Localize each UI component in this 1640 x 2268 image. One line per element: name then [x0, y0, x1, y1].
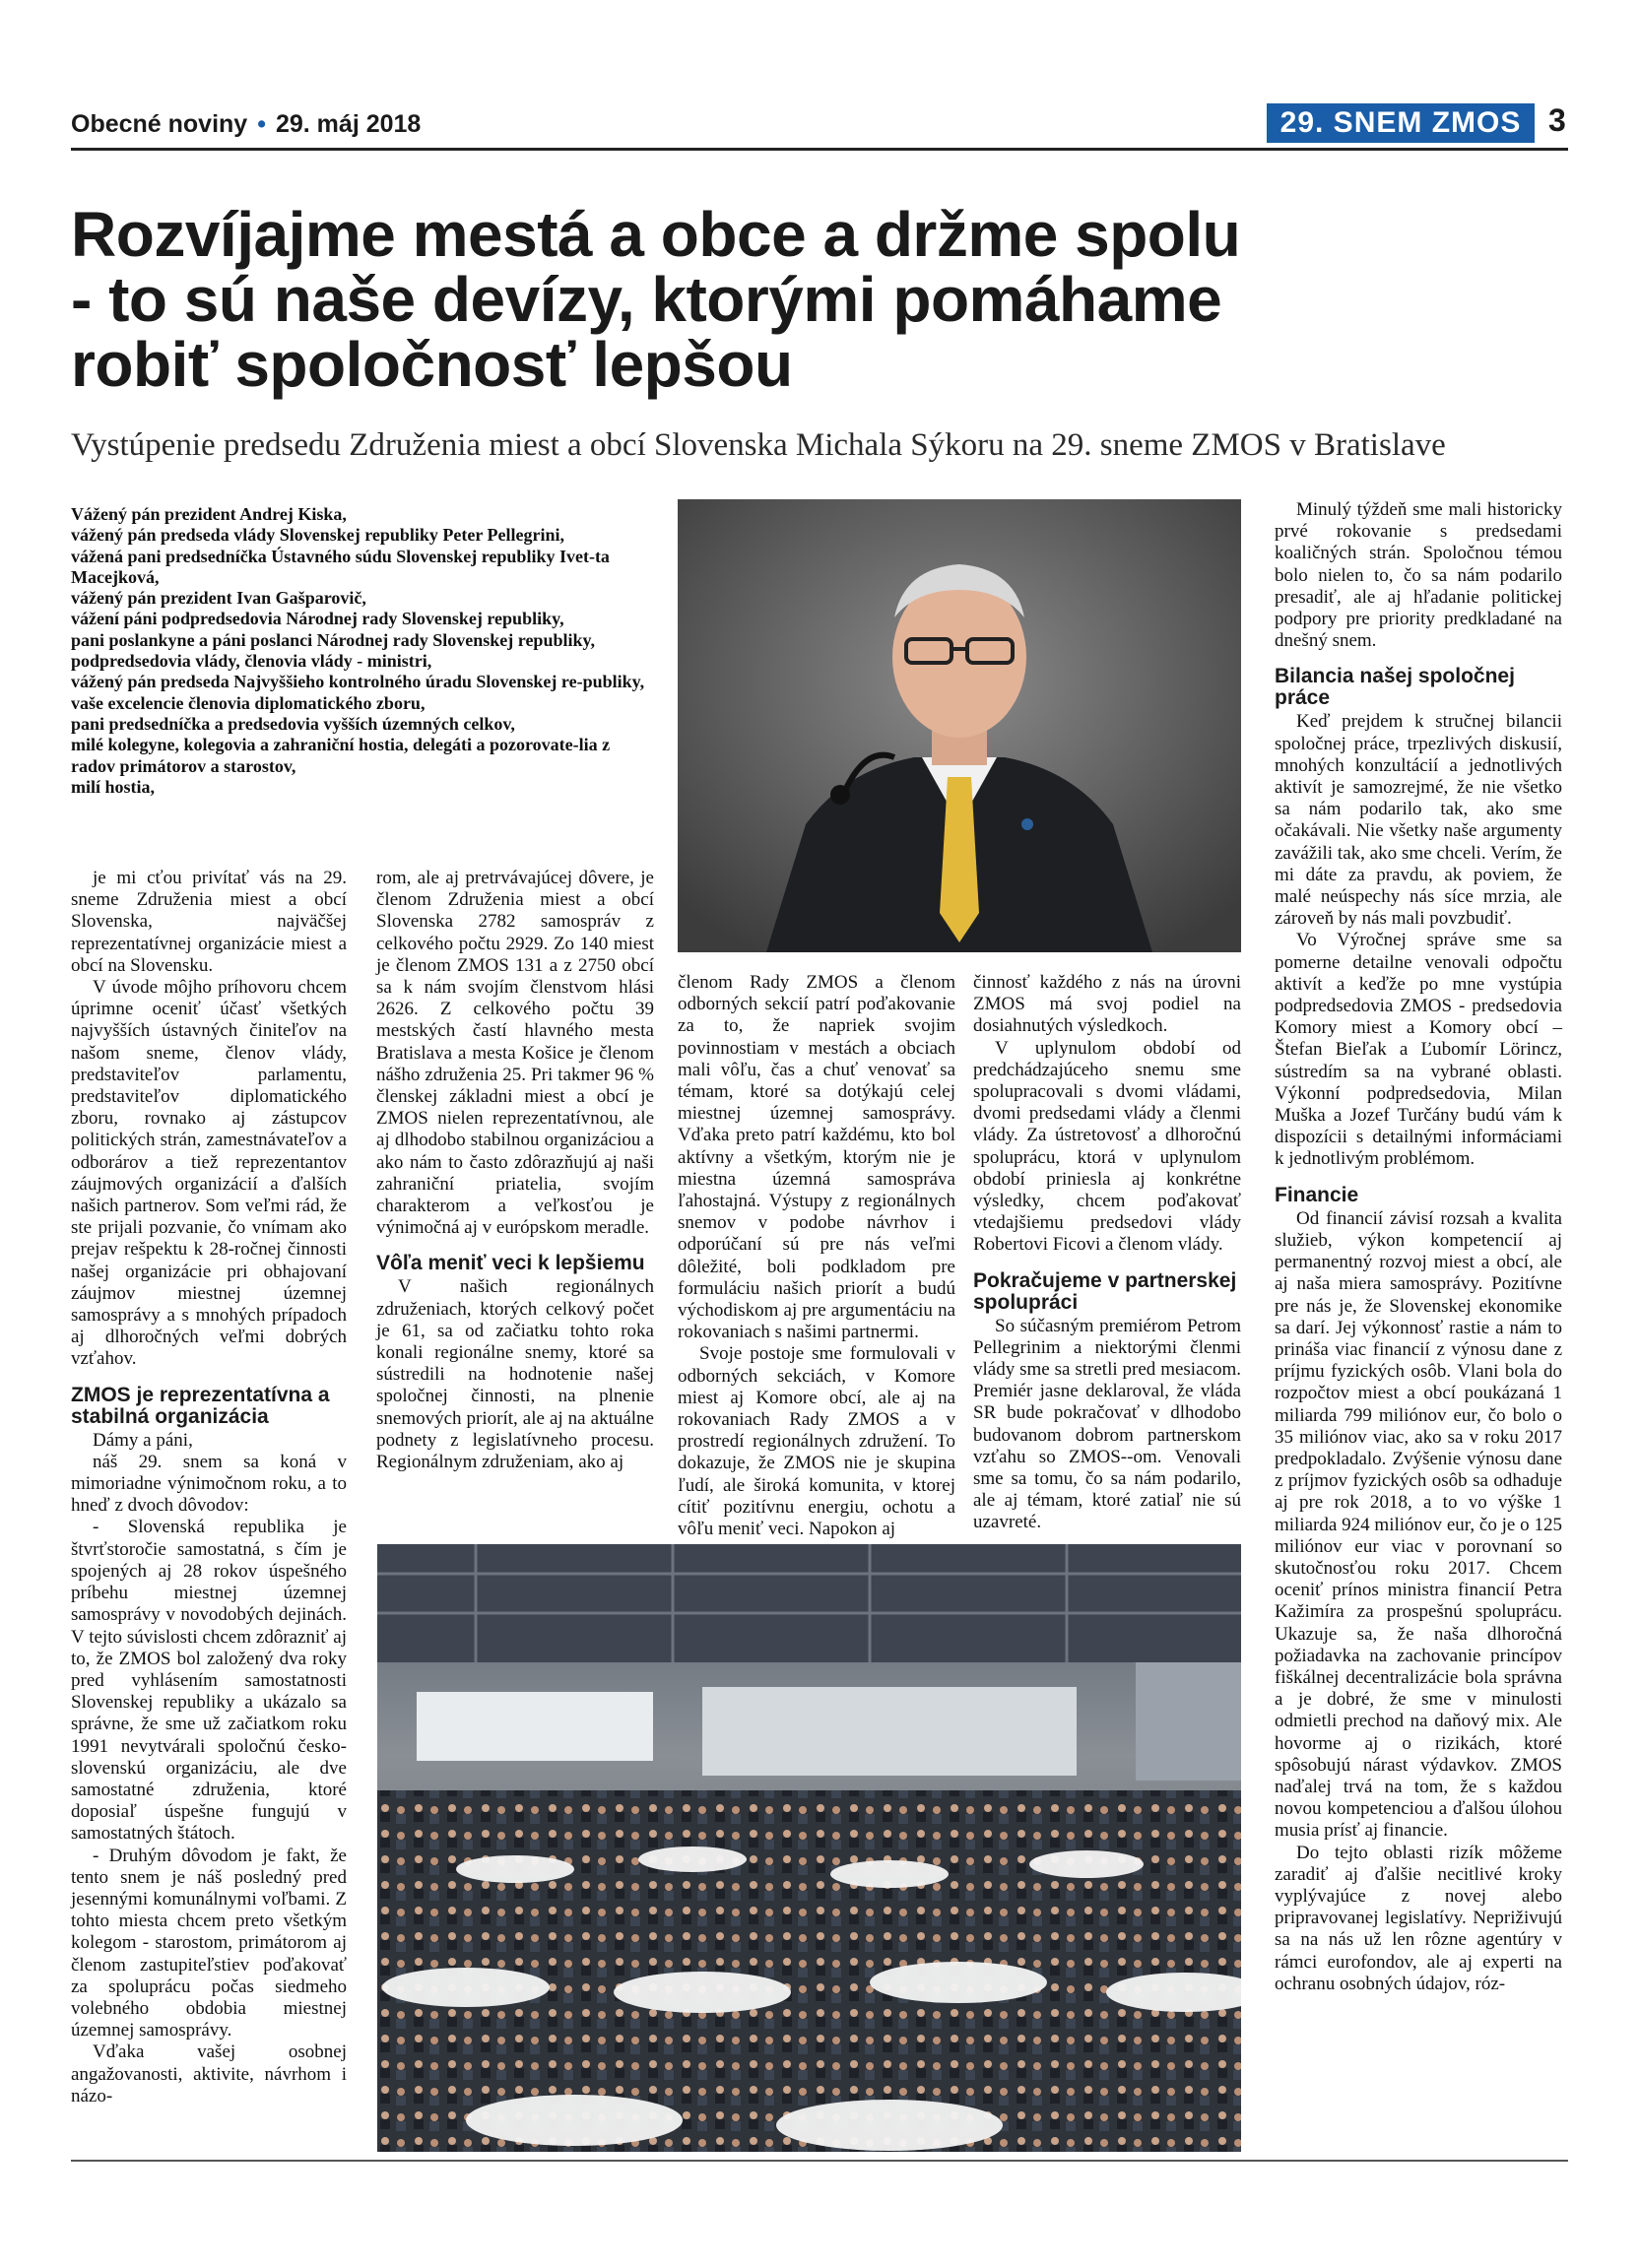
greeting-line: vážená pani predsedníčka Ústavného súdu Slovenskej republiky Ivet-ta Macejková,: [71, 546, 610, 587]
section-heading: Financie: [1275, 1183, 1359, 1206]
paragraph: Do tejto oblasti rizík môžeme zaradiť aj ďalšie necitlivé kroky vyplývajúce z novej alebo pripravovanej legislatívy. Nepriživujú sa na nás už len rôzne agentúry v rámci eurofondov, ale aj experti na ochranu osobných údajov, róz-: [1275, 1842, 1562, 1994]
page-number: 3: [1548, 102, 1566, 138]
issue-date: 29. máj 2018: [275, 110, 422, 138]
greeting-line: vážený pán predseda Najvyššieho kontrolného úradu Slovenskej re-publiky,: [71, 672, 645, 692]
title-line: - to sú naše devízy, ktorými pomáhame: [71, 264, 1222, 335]
article-column-1: [71, 868, 347, 2107]
paragraph: činnosť každého z nás na úrovni ZMOS má svoj podiel na dosiahnutých výsledkoch.: [973, 972, 1241, 1037]
greeting-line: pani predsedníčka a predsedovia vyšších územných celkov,: [71, 713, 515, 734]
section-heading: Vôľa meniť veci k lepšiemu: [376, 1252, 645, 1275]
section-heading: Pokračujeme v partnerskej spolupráci: [973, 1268, 1237, 1314]
article-column-3: [678, 972, 955, 1540]
separator-dot: •: [257, 110, 266, 138]
paragraph: V úvode môjho príhovoru chcem úprimne oceniť účasť všetkých najvyšších ústavných činiteľov na našom sneme, členov vlády, predstaviteľov parlamentu, predstaviteľov diplomatického zboru, rovnako aj zástupcov politických strán, zamestnávateľov a odborárov a tiež reprezentantov záujmových organizácií a ďalších našich partnerov. Som veľmi rád, že ste prijali pozvanie, čo vnímam ako prejav rešpektu k 28-ročnej činnosti našej organizácie pri obhajovaní záujmov miestnej územnej samosprávy a s mnohých prípadoch aj dlhoročných veľmi dobrých vzťahov.: [71, 977, 347, 1370]
greeting-line: vaše excelencie členovia diplomatického zboru,: [71, 692, 426, 713]
speaker-photo: [678, 499, 1241, 952]
greeting-line: vážení páni podpredsedovia Národnej rady Slovenskej republiky,: [71, 609, 564, 629]
article-column-5: [1275, 499, 1562, 1995]
section-heading: ZMOS je reprezentatívna a stabilná organizácia: [71, 1383, 330, 1428]
publication-header: [71, 110, 421, 139]
paragraph: Keď prejdem k stručnej bilancii spoločnej práce, trpezlivých diskusií, mnohých konzultácií a jednotlivých aktivít je samozrejmé, že nie všetko sa nám podarilo tak, ako sme očakávali. Nie všetky naše argumenty zavážili tak, ako sme chceli. Verím, že mi dáte za pravdu, ak poviem, že malé neúspechy nás síce mrzia, ale zároveň by nás mali povzbudiť.: [1275, 711, 1562, 930]
title-line: Rozvíjajme mestá a obce a držme spolu: [71, 199, 1241, 270]
article-column-4: [973, 972, 1241, 1534]
article-column-2: [376, 868, 654, 1473]
paragraph: náš 29. snem sa koná v mimoriadne výnimočnom roku, a to hneď z dvoch dôvodov:: [71, 1451, 347, 1517]
paragraph: Minulý týždeň sme mali historicky prvé rokovanie s predsedami koaličných strán. Spoločnou témou bolo nielen to, čo sa nám podarilo presadiť, ale aj hľadanie politickej podpory pre priority predkladané na dnešný snem.: [1275, 499, 1562, 652]
publication-name: Obecné noviny: [71, 110, 248, 138]
paragraph: V našich regionálnych združeniach, ktorých celkový počet je 61, sa od začiatku tohto roka konali regionálne snemy, ktoré sa sústredili na hodnotenie našej spoločnej činnosti, na plnenie snemových priorít, ale aj na aktuálne podnety z legislatívneho procesu. Regionálnym združeniam, ako aj: [376, 1276, 654, 1473]
paragraph: Vo Výročnej správe sme sa pomerne detailne venovali odpočtu aktivít a keďže po mne vystúpia podpredsedovia ZMOS - predsedovia Komory miest a Komory obcí – Štefan Bieľak a Ľubomír Lörincz, sústredím sa na vybrané oblasti. Výkonní podpredsedovia, Milan Muška a Jozef Turčány budú vám k dispozícii s detailnými informáciami k jednotlivým problémom.: [1275, 930, 1562, 1170]
greeting-line: Vážený pán prezident Andrej Kiska,: [71, 504, 347, 524]
title-line: robiť spoločnosť lepšou: [71, 329, 793, 400]
greeting-line: vážený pán predseda vlády Slovenskej republiky Peter Pellegrini,: [71, 525, 565, 546]
section-heading: Bilancia našej spoločnej práce: [1275, 665, 1515, 710]
paragraph: Od financií závisí rozsah a kvalita služieb, výkon kompetencií aj permanentný rozvoj miest a obcí, ale aj naša miera samosprávy. Pozitívne pre nás je, že Slovenskej ekonomike sa darí. Jej výkonnosť rastie a nám to prináša viac financií z výnosu dane z príjmu fyzických osôb. Vlani bola do rozpočtov miest a obcí poukázaná 1 miliarda 799 miliónov eur, čo bolo o 35 miliónov viac, ako sa v roku 2017 predpokladalo. Zvýšenie výnosu dane z príjmov fyzických osôb sa odhaduje aj pre rok 2018, a to vo výške 1 miliarda 924 miliónov eur, čo je o 125 miliónov eur viac v porovnaní so skutočnosťou roku 2017. Chcem oceniť prínos ministra financií Petra Kažimíra za prospešnú spoluprácu. Ukazuje sa, že naša dlhoročná požiadavka na zachovanie princípov fiškálnej decentralizácie bola správna a je dobré, že sme v minulosti odmietli prechod na daňový mix. Ale hovorme aj o rizikách, ktoré spôsobujú nárast výdavkov. ZMOS naďalej trvá na tom, že s každou novou kompetenciou a ďalšou úlohou musia prísť aj financie.: [1275, 1207, 1562, 1842]
greetings-block: [71, 504, 652, 798]
greeting-line: milí hostia,: [71, 776, 156, 797]
article-title: [71, 199, 1548, 400]
congress-hall-photo: [377, 1544, 1241, 2152]
greeting-line: podpredsedovia vlády, členovia vlády - ministri,: [71, 651, 432, 672]
article-subtitle: Vystúpenie predsedu Združenia miest a obcí Slovenska Michala Sýkoru na 29. sneme ZMOS v Bratislave: [71, 427, 1446, 463]
paragraph: rom, ale aj pretrvávajúcej dôvere, je členom Združenia miest a obcí Slovenska 2782 samospráv z celkového počtu 2929. Zo 140 miest je členom ZMOS 131 a z 2750 obcí sa k nám svojím členstvom hlási 2626. Z celkového počtu 39 mestských častí hlavného mesta Bratislava a mesta Košice je členom nášho združenia 25. Pri takmer 96 % členskej základni miest a obcí je ZMOS nielen reprezentatívnou, ale aj dlhodobo stabilnou organizáciou a ako nám to často zdôrazňujú aj naši zahraniční priatelia, svojím charakterom a veľkosťou je výnimočná aj v európskom meradle.: [376, 868, 654, 1239]
section-badge: 29. SNEM ZMOS: [1267, 103, 1535, 143]
paragraph: Vďaka vašej osobnej angažovanosti, aktivite, návrhom i názo-: [71, 2041, 347, 2106]
greeting-line: pani poslankyne a páni poslanci Národnej rady Slovenskej republiky,: [71, 629, 595, 650]
greeting-line: vážený pán prezident Ivan Gašparovič,: [71, 588, 366, 609]
footer-rule: [71, 2160, 1568, 2162]
paragraph: Dámy a páni,: [93, 1429, 193, 1451]
congress-hall-illustration: [377, 1544, 1241, 2152]
paragraph: So súčasným premiérom Petrom Pellegrinim a niektorými členmi vlády sme sa stretli pred mesiacom. Premiér jasne deklaroval, že vláda SR bude pokračovať v dlhodobo budovanom dobrom partnerskom vzťahu so ZMOS--om. Venovali sme sa tomu, čo sa nám podarilo, ale aj témam, ktoré zatiaľ nie sú uzavreté.: [973, 1315, 1241, 1533]
greeting-line: milé kolegyne, kolegovia a zahraniční hostia, delegáti a pozorovate-lia z radov primátorov a starostov,: [71, 735, 611, 776]
paragraph: V uplynulom období od predchádzajúceho snemu sme spolupracovali s dvomi vládami, dvomi predsedami vlády a členmi vlády. Za ústretovosť a dlhoročnú spoluprácu, ktorá v uplynulom období priniesla aj konkrétne výsledky, chcem poďakovať vtedajšiemu predsedovi vlády Robertovi Ficovi a členom vlády.: [973, 1037, 1241, 1256]
paragraph: členom Rady ZMOS a členom odborných sekcií patrí poďakovanie za to, že napriek svojim povinnostiam v mestách a obciach mali vôľu, čas a chuť venovať sa témam, ktoré sa dotýkajú celej miestnej územnej samosprávy. Vďaka preto patrí každému, kto bol aktívny a všetkým, ktorým nie je miestna územná samospráva ľahostajná. Výstupy z regionálnych snemov v podobe návrhov i odporúčaní sú pre nás veľmi dôležité, boli podkladom pre formuláciu našich priorít a budú východiskom aj pre argumentáciu na rokovaniach s našimi partnermi.: [678, 972, 955, 1343]
paragraph: - Druhým dôvodom je fakt, že tento snem je náš posledný pred jesennými komunálnymi voľbami. Z tohto miesta chcem preto všetkým kolegom - starostom, primátorom aj členom zastupiteľstiev poďakovať za spoluprácu počas siedmeho volebného obdobia miestnej územnej samosprávy.: [71, 1845, 347, 2041]
paragraph: - Slovenská republika je štvrťstoročie samostatná, s čím je spojených aj 28 rokov úspešného príbehu miestnej územnej samosprávy v novodobých dejinách. V tejto súvislosti chcem zdôrazniť aj to, že ZMOS bol založený dva roky pred vyhlásením samostatnosti Slovenskej republiky a ukázalo sa správne, že sme už začiatkom roku 1991 nevytvárali spoločnú česko-slovenskú organizáciu, ale dve samostatné združenia, ktoré doposiaľ úspešne fungujú v samostatných štátoch.: [71, 1517, 347, 1845]
paragraph: Svoje postoje sme formulovali v odborných sekciách, v Komore miest aj Komore obcí, ale aj na rokovaniach Rady ZMOS a v prostredí regionálnych združení. To dokazuje, že ZMOS nie je skupina ľudí, ale široká komunita, v ktorej cítiť pozitívnu energiu, ochotu a vôľu meniť veci. Napokon aj: [678, 1343, 955, 1540]
paragraph: je mi cťou privítať vás na 29. sneme Združenia miest a obcí Slovenska, najväčšej reprezentatívnej organizácie miest a obcí na Slovensku.: [71, 868, 347, 976]
header-rule: [71, 148, 1568, 151]
speaker-photo-illustration: [678, 499, 1241, 952]
